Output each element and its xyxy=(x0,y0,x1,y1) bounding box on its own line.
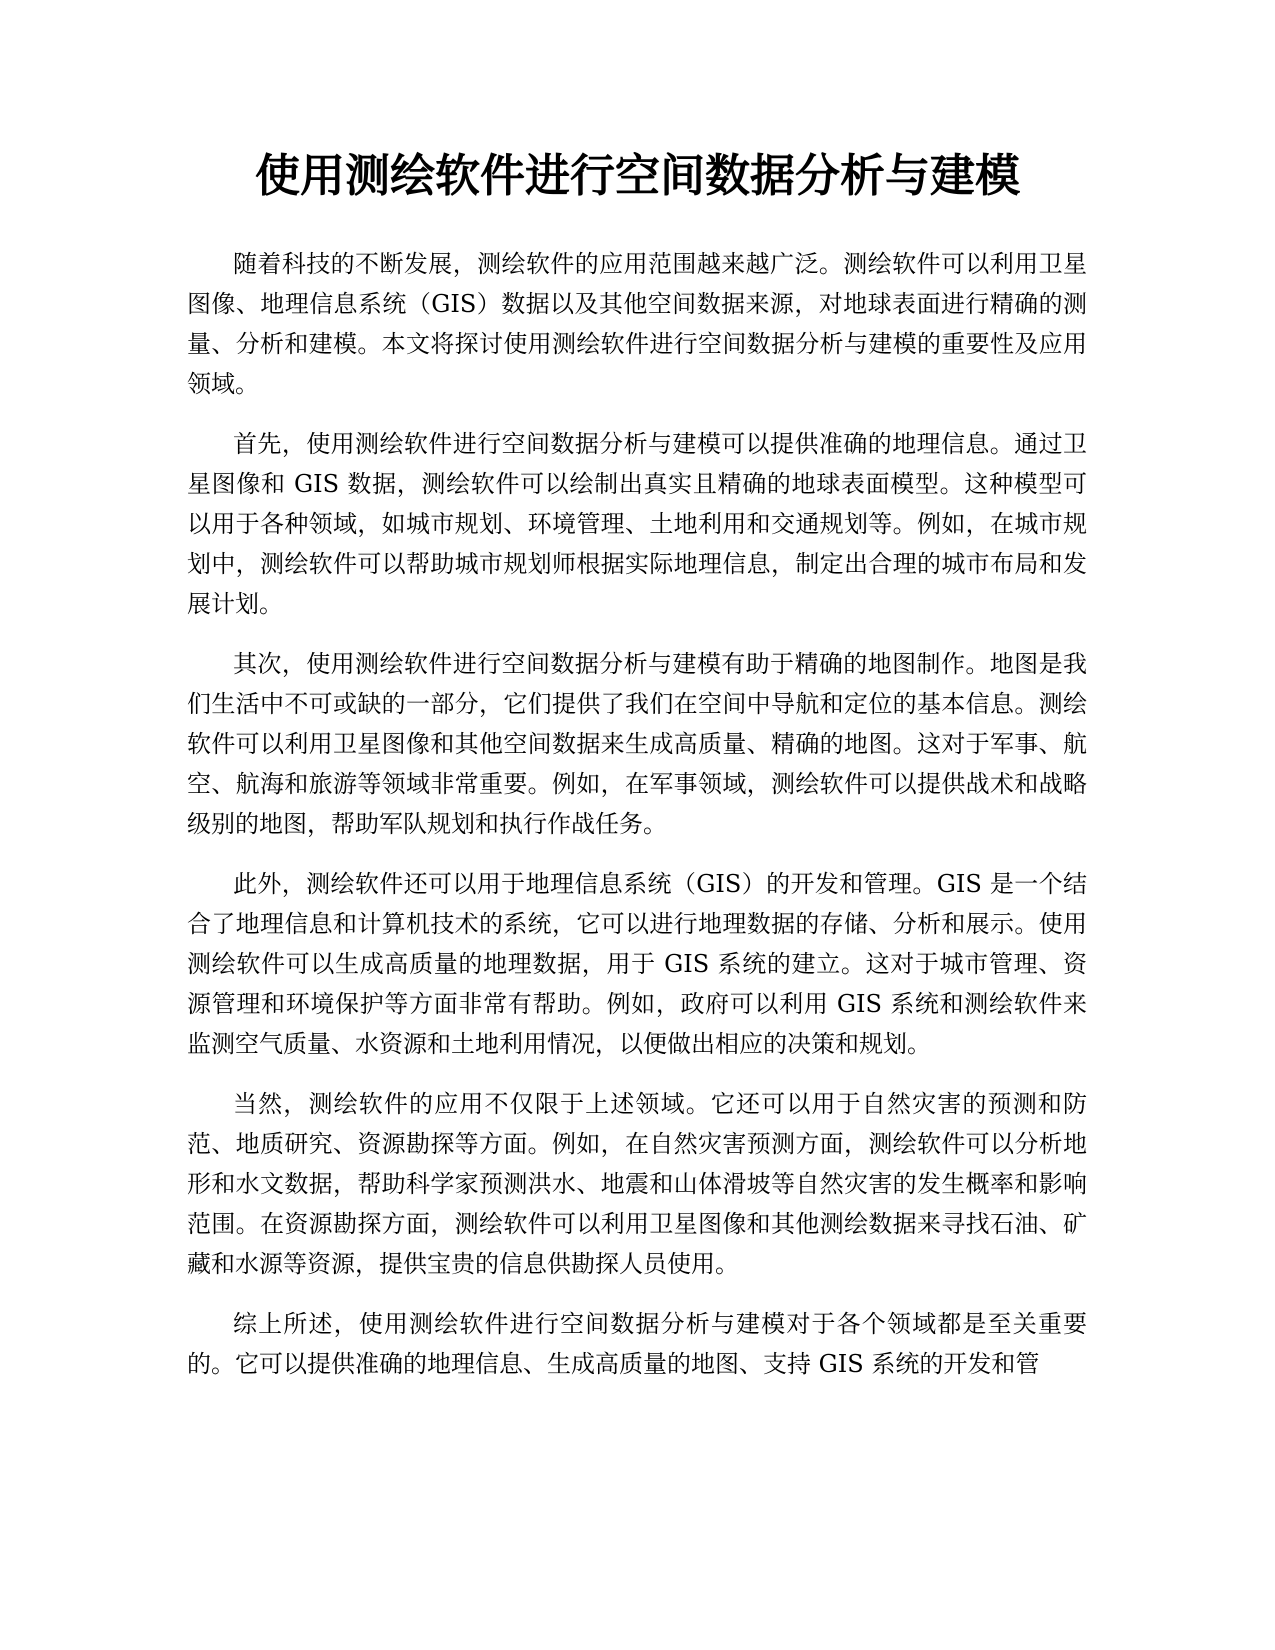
paragraph-3: 其次，使用测绘软件进行空间数据分析与建模有助于精确的地图制作。地图是我们生活中不可或缺的一部分，它们提供了我们在空间中导航和定位的基本信息。测绘软件可以利用卫星图像和其他空间数据来生成高质量、精确的地图。这对于军事、航空、航海和旅游等领域非常重要。例如，在军事领域，测绘软件可以提供战术和战略级别的地图，帮助军队规划和执行作战任务。 xyxy=(187,650,1087,838)
paragraph-6: 综上所述，使用测绘软件进行空间数据分析与建模对于各个领域都是至关重要的。它可以提供准确的地理信息、生成高质量的地图、支持 GIS 系统的开发和管 xyxy=(187,1310,1087,1378)
document-body xyxy=(187,244,1087,1404)
paragraph-1: 随着科技的不断发展，测绘软件的应用范围越来越广泛。测绘软件可以利用卫星图像、地理信息系统（GIS）数据以及其他空间数据来源，对地球表面进行精确的测量、分析和建模。本文将探讨使用测绘软件进行空间数据分析与建模的重要性及应用领域。 xyxy=(187,250,1087,398)
paragraph-2: 首先，使用测绘软件进行空间数据分析与建模可以提供准确的地理信息。通过卫星图像和 GIS 数据，测绘软件可以绘制出真实且精确的地球表面模型。这种模型可以用于各种领域，如城市规划、环境管理、土地利用和交通规划等。例如，在城市规划中，测绘软件可以帮助城市规划师根据实际地理信息，制定出合理的城市布局和发展计划。 xyxy=(187,430,1087,618)
paragraph-5: 当然，测绘软件的应用不仅限于上述领域。它还可以用于自然灾害的预测和防范、地质研究、资源勘探等方面。例如，在自然灾害预测方面，测绘软件可以分析地形和水文数据，帮助科学家预测洪水、地震和山体滑坡等自然灾害的发生概率和影响范围。在资源勘探方面，测绘软件可以利用卫星图像和其他测绘数据来寻找石油、矿藏和水源等资源，提供宝贵的信息供勘探人员使用。 xyxy=(187,1090,1087,1278)
paragraph-4: 此外，测绘软件还可以用于地理信息系统（GIS）的开发和管理。GIS 是一个结合了地理信息和计算机技术的系统，它可以进行地理数据的存储、分析和展示。使用测绘软件可以生成高质量的地理数据，用于 GIS 系统的建立。这对于城市管理、资源管理和环境保护等方面非常有帮助。例如，政府可以利用 GIS 系统和测绘软件来监测空气质量、水资源和土地利用情况，以便做出相应的决策和规划。 xyxy=(187,870,1087,1058)
page-title: 使用测绘软件进行空间数据分析与建模 xyxy=(254,149,1020,202)
